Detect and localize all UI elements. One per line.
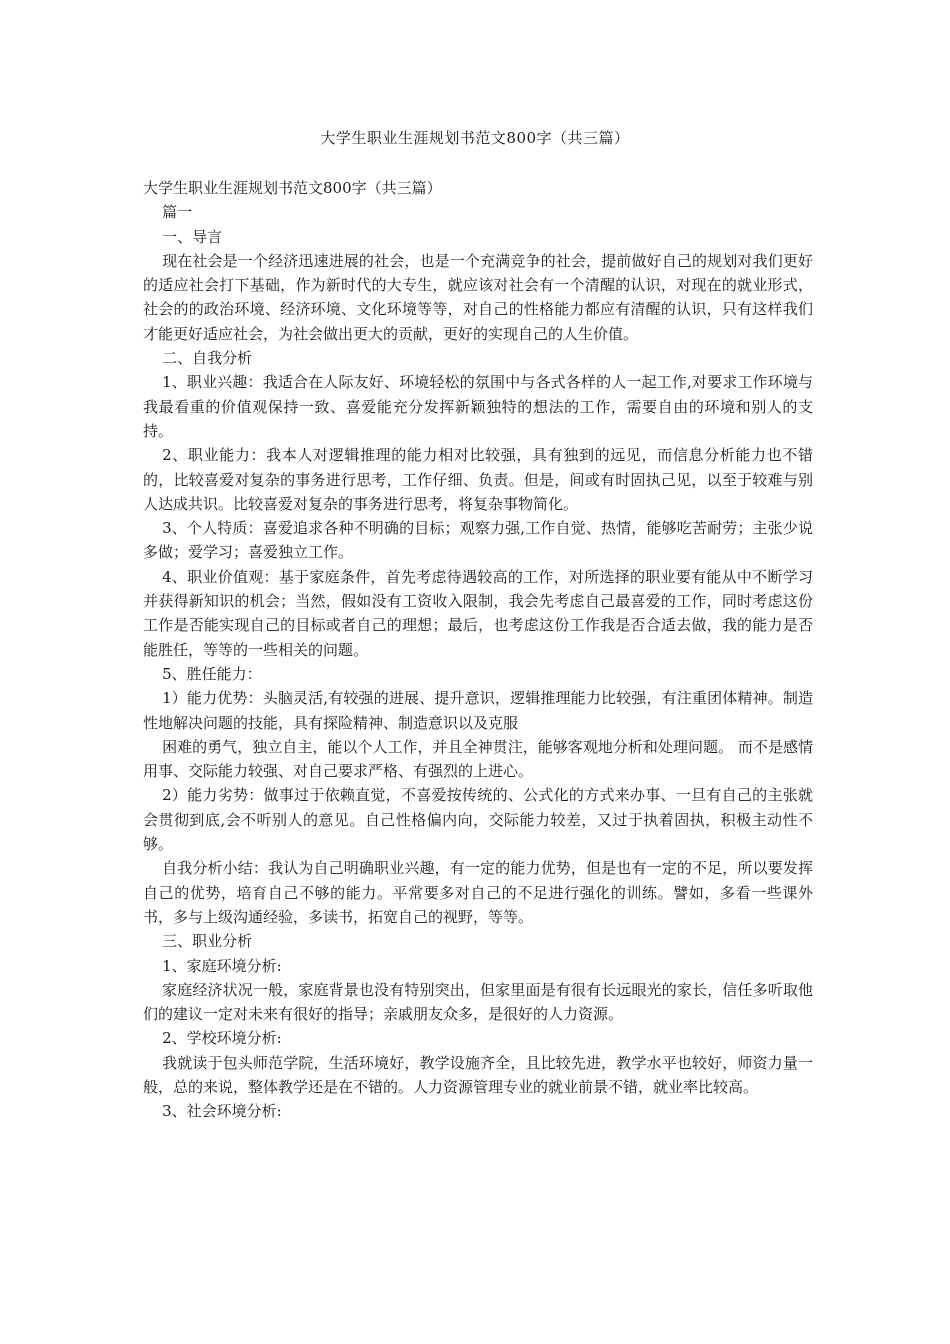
document-title: 大学生职业生涯规划书范文800字（共三篇） [320, 129, 630, 147]
paragraph: 困难的勇气，独立自主，能以个人工作，并且全神贯注，能够客观地分析和处理问题。 而不是感情用事、交际能力较强、对自己要求严格、有强烈的上进心。 [143, 737, 813, 781]
paragraph: 4、职业价值观：基于家庭条件，首先考虑待遇较高的工作，对所选择的职业要有能从中不断学习并获得新知识的机会；当然，假如没有工资收入限制，我会先考虑自己最喜爱的工作，同时考虑这份工作是否能实现自己的目标或者自己的理想；最后，也考虑这份工作我是否合适去做，我的能力是否能胜任，等等的一些相关的问题。 [143, 567, 813, 659]
section-heading: 三、职业分析 [162, 932, 253, 951]
subsection-heading: 1、家庭环境分析: [162, 956, 282, 975]
subsection-heading: 3、社会环境分析: [162, 1102, 282, 1121]
paragraph: 自我分析小结：我认为自己明确职业兴趣，有一定的能力优势，但是也有一定的不足，所以要发挥自己的优势，培育自己不够的能力。平常要多对自己的不足进行强化的训练。譬如，多看一些课外书，多与上级沟通经验，多读书，拓宽自己的视野，等等。 [143, 859, 813, 926]
document-body [143, 176, 813, 1124]
paragraph: 3、个人特质：喜爱追求各种不明确的目标；观察力强,工作自觉、热情，能够吃苦耐劳；主张少说多做；爱学习；喜爱独立工作。 [143, 519, 813, 562]
subsection-heading: 5、胜任能力： [162, 664, 262, 683]
paragraph: 1）能力优势：头脑灵活,有较强的进展、提升意识，逻辑推理能力比较强，有注重团体精神。制造性地解决问题的技能，具有探险精神、制造意识以及克服 [143, 689, 813, 732]
section-heading: 二、自我分析 [162, 349, 253, 368]
paragraph: 1、职业兴趣：我适合在人际友好、环境轻松的氛围中与各式各样的人一起工作,对要求工作环境与我最看重的价值观保持一致、喜爱能充分发挥新颖独特的想法的工作，需要自由的环境和别人的支持。 [143, 373, 813, 440]
section-heading: 一、导言 [162, 227, 223, 246]
document-subtitle: 大学生职业生涯规划书范文800字（共三篇） [143, 179, 442, 197]
paragraph: 现在社会是一个经济迅速进展的社会，也是一个充满竞争的社会，提前做好自己的规划对我们更好的适应社会打下基础，作为新时代的大专生，就应该对社会有一个清醒的认识，对现在的就业形式，社会的的政治环境、经济环境、文化环境等等，对自己的性格能力都应有清醒的认识，只有这样我们才能更好适应社会，为社会做出更大的贡献，更好的实现自己的人生价值。 [143, 251, 813, 343]
paragraph: 我就读于包头师范学院，生活环境好，教学设施齐全，且比较先进，教学水平也较好，师资力量一般，总的来说，整体教学还是在不错的。人力资源管理专业的就业前景不错，就业率比较高。 [143, 1053, 813, 1096]
paragraph: 2）能力劣势：做事过于依赖直觉，不喜爱按传统的、公式化的方式来办事、一旦有自己的主张就会贯彻到底,会不听别人的意见。自己性格偏内向，交际能力较差，又过于执着固执，积极主动性不够。 [143, 786, 813, 854]
paragraph: 家庭经济状况一般，家庭背景也没有特别突出，但家里面是有很有长远眼光的家长，信任多听取他们的建议一定对未来有很好的指导；亲戚朋友众多，是很好的人力资源。 [143, 980, 813, 1024]
subsection-heading: 2、学校环境分析: [162, 1029, 282, 1048]
part-label: 篇一 [162, 203, 193, 222]
paragraph: 2、职业能力：我本人对逻辑推理的能力相对比较强，具有独到的远见，而信息分析能力也不错的，比较喜爱对复杂的事务进行思考，工作仔细、负责。但是，间或有时固执己见，以至于较难与别人达成共识。比较喜爱对复杂的事务进行思考，将复杂事物简化。 [143, 446, 813, 513]
